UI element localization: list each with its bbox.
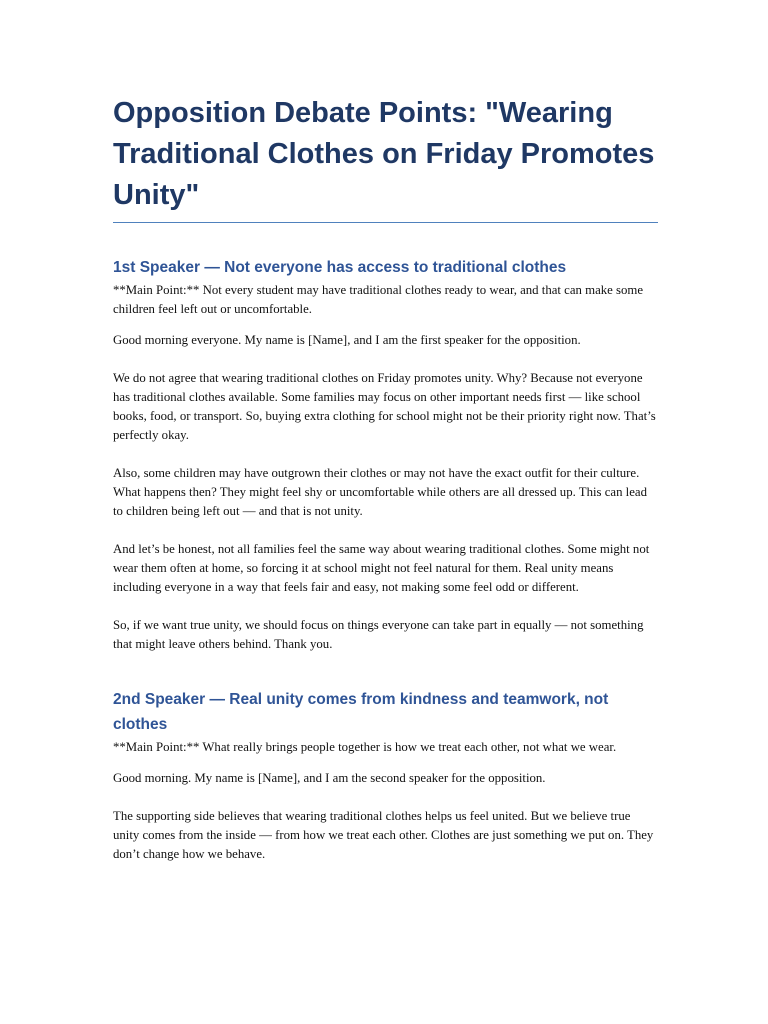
speaker-1-main-point: **Main Point:** Not every student may have traditional clothes ready to wear, and that can make some children feel left out or uncomfortable. xyxy=(113,283,644,316)
speaker-1-paragraph-3: Also, some children may have outgrown their clothes or may not have the exact outfit for their culture. What happens then? They might feel shy or uncomfortable while others are all dressed up. This can lead to children being left out — and that is not unity. xyxy=(113,466,647,518)
speaker-1-paragraph-4: And let’s be honest, not all families feel the same way about wearing traditional clothes. Some might not wear them often at home, so forcing it at school might not feel natural for them. Real unity means including everyone in a way that feels fair and easy, not making some feel odd or different. xyxy=(113,542,650,594)
document-page xyxy=(113,93,658,864)
speaker-2-heading: 2nd Speaker — Real unity comes from kindness and teamwork, not clothes xyxy=(113,691,609,733)
speaker-1-heading: 1st Speaker — Not everyone has access to traditional clothes xyxy=(113,259,567,276)
document-title: Opposition Debate Points: "Wearing Traditional Clothes on Friday Promotes Unity" xyxy=(113,93,658,223)
speaker-2-main-point: **Main Point:** What really brings people together is how we treat each other, not what we wear. xyxy=(113,740,617,754)
speaker-1-paragraph-1: Good morning everyone. My name is [Name], and I am the first speaker for the opposition. xyxy=(113,333,581,347)
speaker-1-paragraph-2: We do not agree that wearing traditional clothes on Friday promotes unity. Why? Because not everyone has traditional clothes available. Some families may focus on other important needs first — like school books, food, or transport. So, buying extra clothing for school might not be their priority right now. That’s perfectly okay. xyxy=(113,371,656,442)
speaker-2-paragraph-2: The supporting side believes that wearing traditional clothes helps us feel united. But we believe true unity comes from the inside — from how we treat each other. Clothes are just something we put on. They don’t change how we behave. xyxy=(113,809,654,861)
speaker-2-section xyxy=(113,687,658,864)
speaker-2-paragraph-1: Good morning. My name is [Name], and I am the second speaker for the opposition. xyxy=(113,771,546,785)
speaker-1-paragraph-5: So, if we want true unity, we should focus on things everyone can take part in equally — not something that might leave others behind. Thank you. xyxy=(113,618,644,651)
speaker-1-section xyxy=(113,255,658,654)
